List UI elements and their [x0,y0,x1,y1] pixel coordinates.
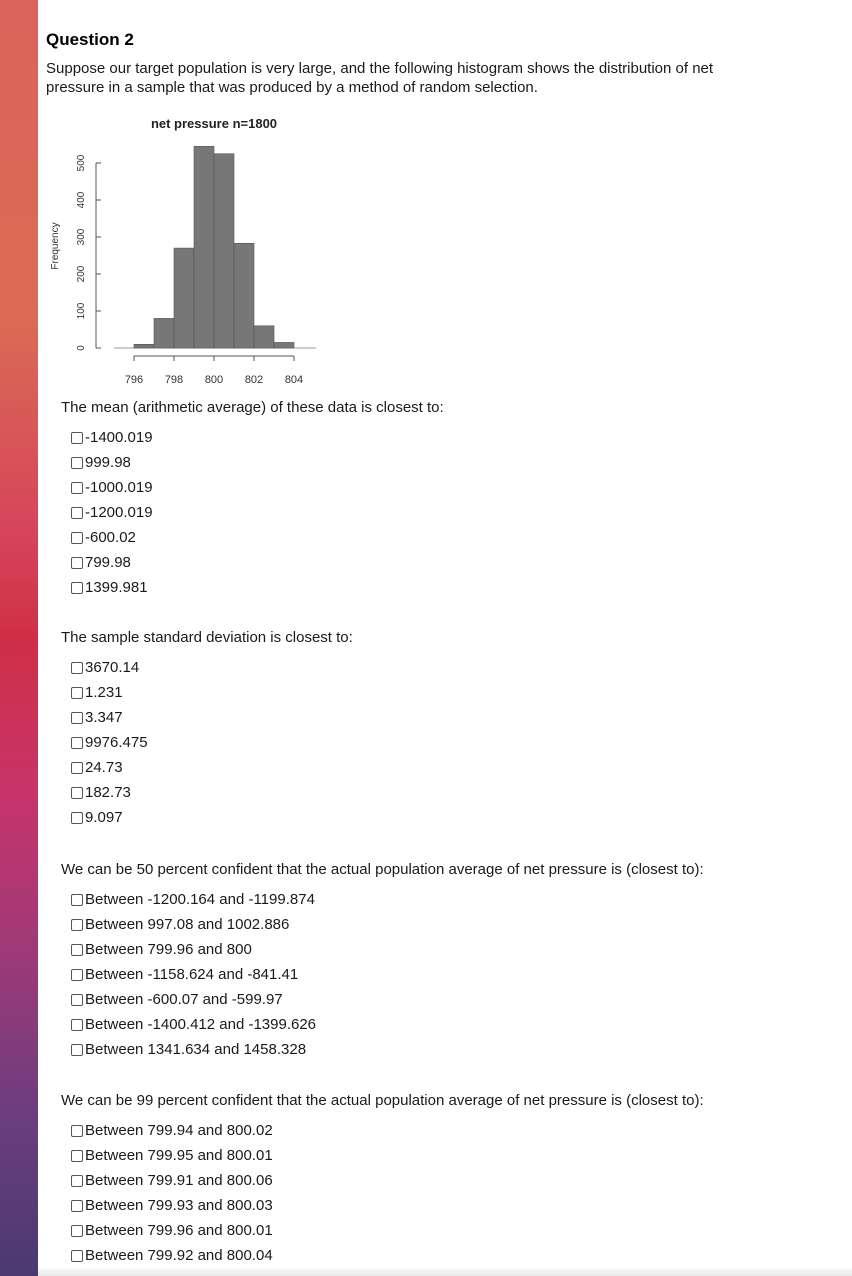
question-title: Question 2 [46,30,134,49]
option-label: -1400.019 [85,429,153,446]
y-tick-label: 200 [76,265,87,283]
option[interactable] [71,1037,704,1062]
option[interactable] [71,805,353,830]
y-tick-label: 0 [76,345,87,351]
option-label: 3670.14 [85,659,140,676]
option-label: Between -600.07 and -599.97 [85,991,283,1008]
checkbox[interactable] [71,662,83,674]
option[interactable] [71,550,444,575]
option[interactable] [71,705,353,730]
option[interactable] [71,1218,704,1243]
checkbox[interactable] [71,894,83,906]
option-label: 24.73 [85,759,123,776]
checkbox[interactable] [71,532,83,544]
option-label: 182.73 [85,784,131,801]
option-label: Between 799.96 and 800.01 [85,1222,273,1239]
option-label: Between 1341.634 and 1458.328 [85,1041,307,1058]
checkbox[interactable] [71,582,83,594]
x-tick-label: 796 [124,374,144,386]
question-prompt: We can be 50 percent confident that the actual population average of net pressure is (closest to): [61,861,704,878]
std-dev-question [61,628,353,830]
checkbox[interactable] [71,969,83,981]
checkbox[interactable] [71,1150,83,1162]
checkbox[interactable] [71,762,83,774]
option-label: Between 997.08 and 1002.886 [85,916,290,933]
checkbox[interactable] [71,457,83,469]
checkbox[interactable] [71,712,83,724]
option[interactable] [71,655,353,680]
checkbox[interactable] [71,557,83,569]
option-label: -600.02 [85,529,136,546]
option[interactable] [71,1243,704,1268]
y-tick-label: 400 [76,191,87,209]
ci-99-question [61,1091,704,1268]
checkbox[interactable] [71,1200,83,1212]
option[interactable] [71,780,353,805]
question-prompt: The sample standard deviation is closest to: [61,629,353,646]
mean-question [61,398,444,600]
option-label: 1399.981 [85,579,148,596]
y-tick-label: 500 [76,154,87,172]
option-label: -1200.019 [85,504,153,521]
checkbox[interactable] [71,1250,83,1262]
y-tick-label: 100 [76,302,87,320]
option[interactable] [71,425,444,450]
option-label: Between 799.94 and 800.02 [85,1122,273,1139]
option-label: Between 799.92 and 800.04 [85,1247,273,1264]
checkbox[interactable] [71,687,83,699]
checkbox[interactable] [71,737,83,749]
chart-title: net pressure n=1800 [150,116,278,131]
option-label: 1.231 [85,684,123,701]
y-tick-label: 300 [76,228,87,246]
option-label: 3.347 [85,709,123,726]
histogram-chart [46,108,326,393]
question-intro: Suppose our target population is very large, and the following histogram shows the distribution of net pressure in a sample that was produced by a method of random selection. [46,60,714,96]
option[interactable] [71,500,444,525]
option[interactable] [71,962,704,987]
question-content [46,0,846,1276]
left-color-strip [0,0,38,1276]
options-list [61,1118,704,1268]
option-label: Between 799.93 and 800.03 [85,1197,273,1214]
checkbox[interactable] [71,787,83,799]
checkbox[interactable] [71,919,83,931]
histogram-bar [274,342,294,348]
checkbox[interactable] [71,432,83,444]
histogram-bar [154,318,174,348]
option-label: Between 799.91 and 800.06 [85,1172,273,1189]
option[interactable] [71,987,704,1012]
checkbox[interactable] [71,1044,83,1056]
x-tick-label: 802 [244,374,264,386]
option[interactable] [71,1118,704,1143]
checkbox[interactable] [71,1019,83,1031]
y-axis [76,154,101,351]
checkbox[interactable] [71,944,83,956]
option[interactable] [71,680,353,705]
question-prompt: The mean (arithmetic average) of these data is closest to: [61,399,444,416]
options-list [61,655,353,830]
option-label: -1000.019 [85,479,153,496]
option[interactable] [71,450,444,475]
options-list [61,425,444,600]
checkbox[interactable] [71,1225,83,1237]
checkbox[interactable] [71,994,83,1006]
option-label: 9976.475 [85,734,148,751]
histogram-bar [194,146,214,348]
x-tick-label: 798 [164,374,184,386]
option-label: 999.98 [85,454,131,471]
option[interactable] [71,912,704,937]
option[interactable] [71,755,353,780]
option[interactable] [71,730,353,755]
option-label: Between 799.96 and 800 [85,941,252,958]
checkbox[interactable] [71,482,83,494]
histogram-bar [234,243,254,348]
histogram-bar [254,326,274,348]
histogram-bar [214,154,234,348]
option-label: 9.097 [85,809,123,826]
option[interactable] [71,575,444,600]
histogram-bar [134,344,154,348]
option[interactable] [71,1143,704,1168]
option[interactable] [71,1168,704,1193]
option[interactable] [71,887,704,912]
chart-ylabel: Frequency [50,222,61,270]
option[interactable] [71,1193,704,1218]
options-list [61,887,704,1062]
x-axis [125,356,303,386]
option[interactable] [71,937,704,962]
option[interactable] [71,1012,704,1037]
option-label: Between -1158.624 and -841.41 [85,966,299,983]
option-label: Between -1200.164 and -1199.874 [85,891,315,908]
checkbox[interactable] [71,507,83,519]
x-tick-label: 800 [204,374,224,386]
checkbox[interactable] [71,1125,83,1137]
option[interactable] [71,525,444,550]
option[interactable] [71,475,444,500]
histogram-bars [114,146,316,348]
x-tick-label: 804 [284,374,304,386]
histogram-bar [174,248,194,348]
checkbox[interactable] [71,812,83,824]
option-label: Between -1400.412 and -1399.626 [85,1016,317,1033]
bottom-fade [38,1266,852,1276]
option-label: 799.98 [85,554,131,571]
question-prompt: We can be 99 percent confident that the actual population average of net pressure is (closest to): [61,1092,704,1109]
option-label: Between 799.95 and 800.01 [85,1147,273,1164]
ci-50-question [61,860,704,1062]
checkbox[interactable] [71,1175,83,1187]
